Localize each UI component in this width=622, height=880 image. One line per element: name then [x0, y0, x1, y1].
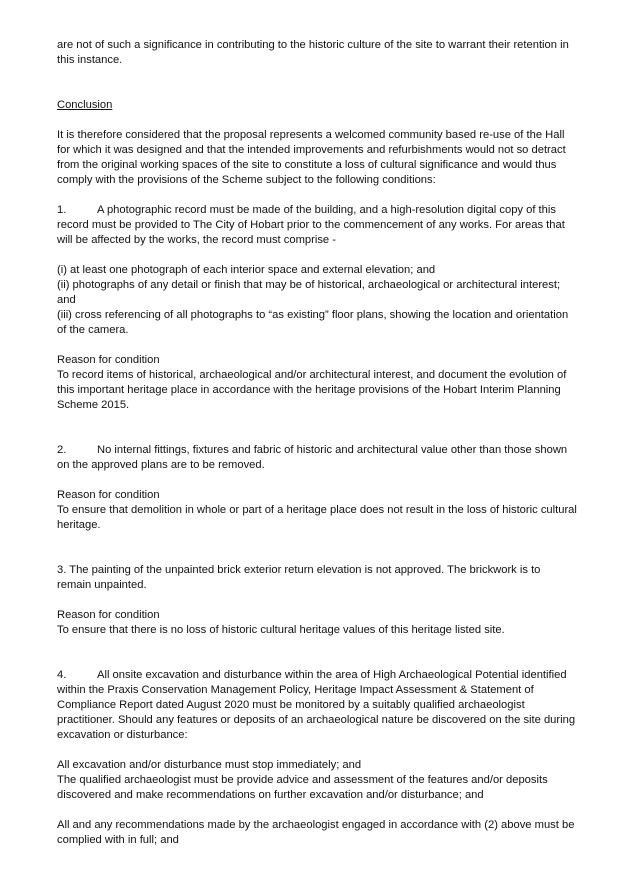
condition-1-text: A photographic record must be made of the building, and a high-resolution digital copy of this record must be provided to The City of Hobart prior to the commencement of any works. For areas that will be affected by the works, the record must comprise - [57, 204, 565, 246]
conclusion-heading: Conclusion [57, 99, 113, 111]
condition-4-paragraph [57, 668, 577, 743]
conclusion-paragraph: It is therefore considered that the proposal represents a welcomed community based re-use of the Hall for which it was designed and that the intended improvements and refurbishments would not so detract from the original working spaces of the site to constitute a loss of cultural significance and would thus comply with the provisions of the Scheme subject to the following conditions: [57, 129, 566, 186]
condition-1-item-iii: (iii) cross referencing of all photographs to “as existing” floor plans, showing the location and orientation of the camera. [57, 309, 569, 336]
condition-2-paragraph [57, 443, 577, 473]
condition-1-reason-text: To record items of historical, archaeological and/or architectural interest, and document the evolution of this important heritage place in accordance with the heritage provisions of the Hobart Interim Planning Scheme 2015. [57, 369, 567, 411]
document-page [57, 38, 577, 848]
condition-1-paragraph [57, 203, 577, 248]
condition-2-text: No internal fittings, fixtures and fabric of historic and architectural value other than those shown on the approved plans are to be removed. [57, 444, 568, 471]
condition-4-text: All onsite excavation and disturbance within the area of High Archaeological Potential identified within the Praxis Conservation Management Policy, Heritage Impact Assessment & Statement of Compliance Report dated August 2020 must be monitored by a suitably qualified archaeologist practitioner. Should any features or deposits of an archaeological nature be discovered on the site during excavation or disturbance: [57, 669, 576, 741]
condition-4-item-3: All and any recommendations made by the archaeologist engaged in accordance with (2) above must be complied with in full; and [57, 819, 575, 846]
condition-3-paragraph: 3. The painting of the unpainted brick exterior return elevation is not approved. The brickwork is to remain unpainted. [57, 564, 541, 591]
condition-4-item-1: All excavation and/or disturbance must stop immediately; and [57, 759, 362, 771]
condition-4-item-2: The qualified archaeologist must be provide advice and assessment of the features and/or deposits discovered and make recommendations on further excavation and/or disturbance; and [57, 774, 548, 801]
condition-2-number: 2. [57, 444, 67, 456]
intro-paragraph-tail: are not of such a significance in contributing to the historic culture of the site to warrant their retention in this instance. [57, 39, 569, 66]
condition-1-item-ii: (ii) photographs of any detail or finish that may be of historical, archaeological or architectural interest; and [57, 279, 561, 306]
condition-1-item-i: (i) at least one photograph of each interior space and external elevation; and [57, 264, 436, 276]
condition-2-reason-label: Reason for condition [57, 489, 160, 501]
condition-3-reason-text: To ensure that there is no loss of historic cultural heritage values of this heritage listed site. [57, 624, 505, 636]
condition-2-reason-text: To ensure that demolition in whole or part of a heritage place does not result in the loss of historic cultural heritage. [57, 504, 577, 531]
condition-3-reason-label: Reason for condition [57, 609, 160, 621]
condition-1-number: 1. [57, 204, 67, 216]
condition-4-number: 4. [57, 669, 67, 681]
condition-1-reason-label: Reason for condition [57, 354, 160, 366]
